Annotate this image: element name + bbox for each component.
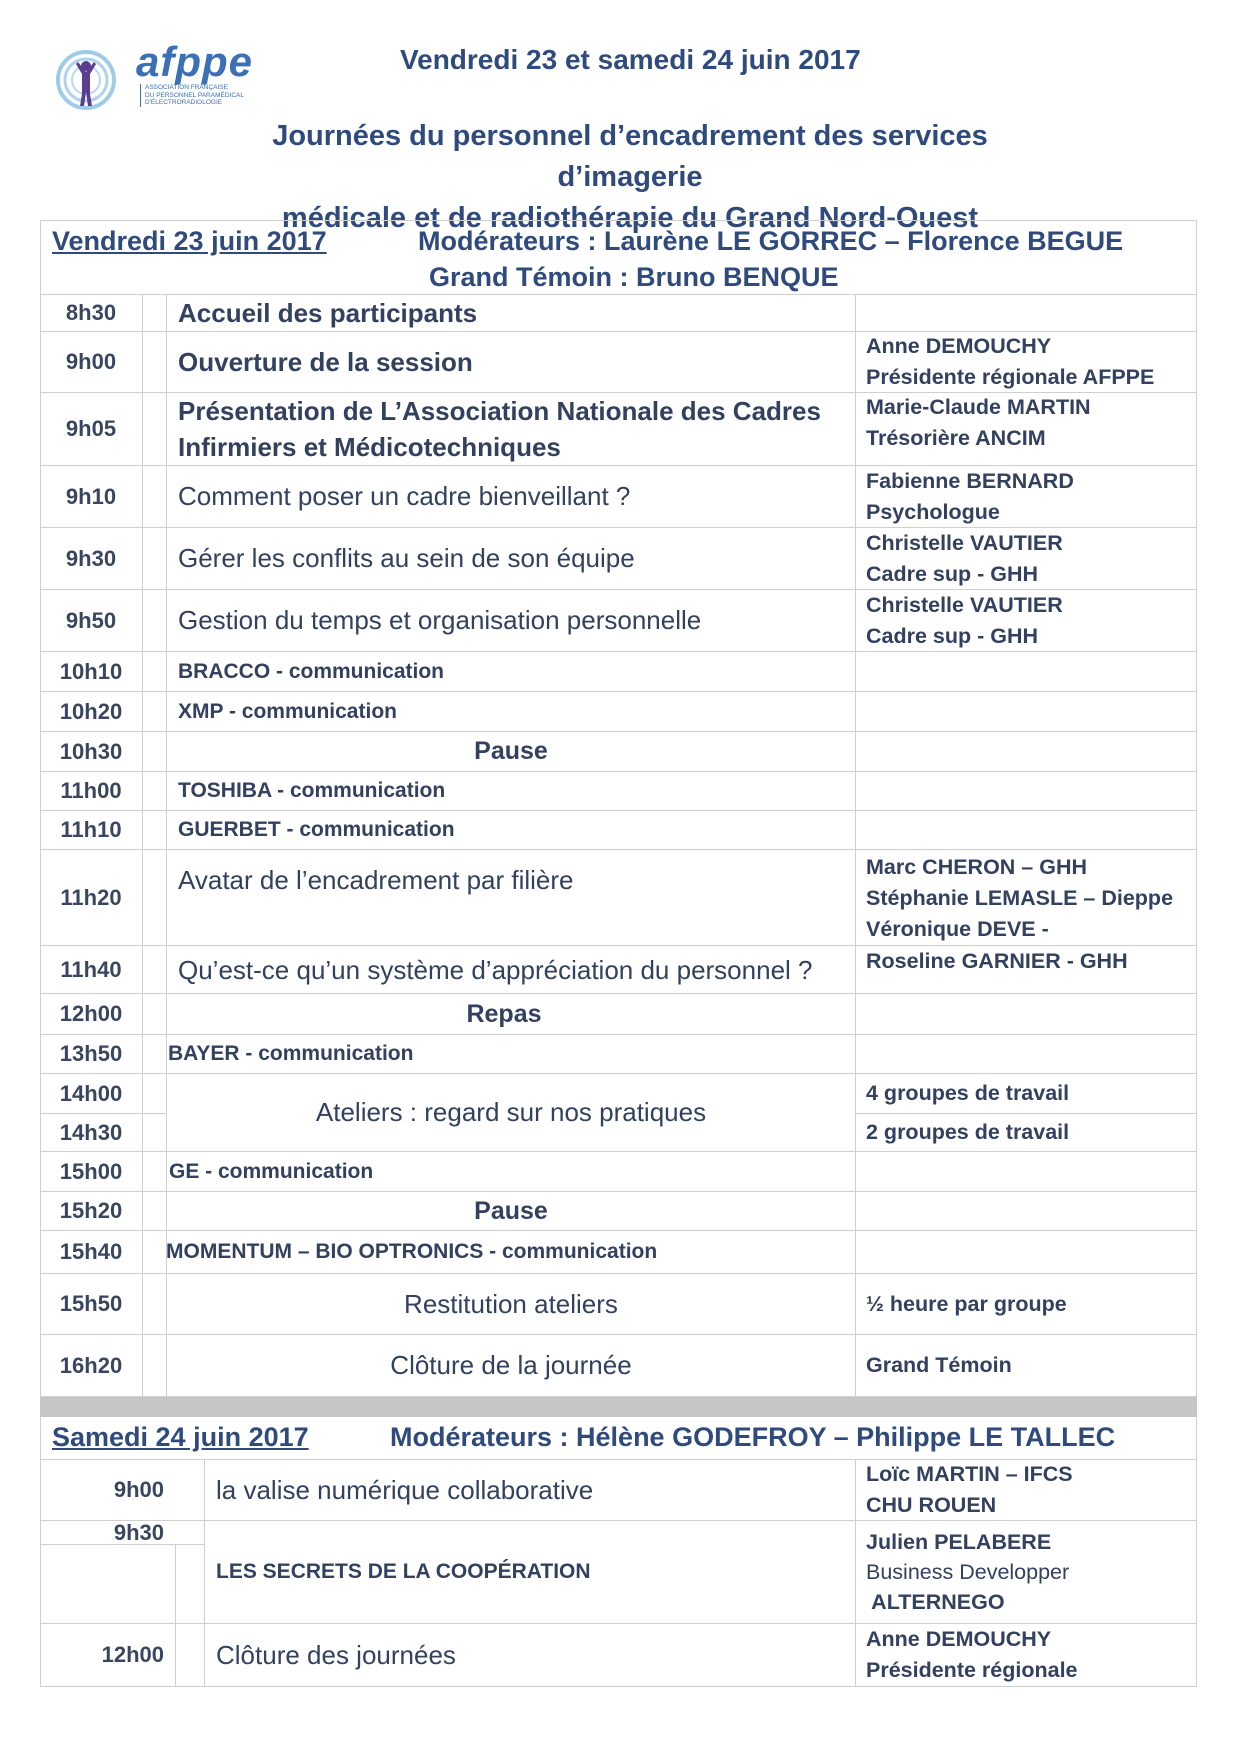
speaker-name: Roseline GARNIER - GHH xyxy=(866,949,1128,973)
speaker-role: Présidente régionale xyxy=(866,1658,1078,1682)
speaker-name: Julien PELABERE xyxy=(866,1530,1052,1554)
time-cell: 9h05 xyxy=(65,416,117,441)
time-cell: 15h40 xyxy=(59,1239,123,1264)
time-cell: 11h40 xyxy=(60,956,122,982)
logo-subtitle: ASSOCIATION FRANÇAISE DU PERSONNEL PARAMÉDICAL D'ÉLECTRORADIOLOGIE xyxy=(140,84,244,107)
time-cell: 9h30 xyxy=(65,545,117,571)
logo-emblem-icon xyxy=(56,44,120,120)
topic-cell: Comment poser un cadre bienveillant ? xyxy=(178,481,631,511)
speaker-name: Anne DEMOUCHY xyxy=(866,1627,1052,1651)
event-title-line1: Journées du personnel d’encadrement des services d’imagerie xyxy=(272,120,988,193)
col-divider xyxy=(142,294,143,1396)
topic-cell: la valise numérique collaborative xyxy=(216,1474,594,1505)
speaker-cell xyxy=(866,332,1196,392)
speaker-name: Véronique DEVE - xyxy=(866,917,1049,941)
workgroup-count: 2 groupes de travail xyxy=(866,1120,1070,1144)
topic-cell: Pause xyxy=(474,737,548,765)
topic-cell: GUERBET - communication xyxy=(178,818,455,841)
time-cell: 11h20 xyxy=(60,884,122,910)
topic-cell: Restitution ateliers xyxy=(404,1288,618,1319)
time-cell: 11h10 xyxy=(60,817,122,842)
topic-cell: Qu’est-ce qu’un système d’appréciation du personnel ? xyxy=(178,954,813,985)
time-cell: 15h20 xyxy=(59,1198,123,1223)
time-cell: 13h50 xyxy=(59,1041,123,1066)
topic-cell: BAYER - communication xyxy=(168,1042,414,1065)
speaker-role: Business Developper xyxy=(866,1560,1070,1584)
event-dates: Vendredi 23 et samedi 24 juin 2017 xyxy=(400,44,861,75)
speaker-name: Anne DEMOUCHY xyxy=(866,334,1052,358)
topic-cell: Avatar de l’encadrement par filière xyxy=(178,864,574,895)
time-cell: 8h30 xyxy=(65,300,117,325)
speaker-cell xyxy=(866,466,1196,527)
speaker-role: Psychologue xyxy=(866,499,1000,524)
speaker-name: Fabienne BERNARD xyxy=(866,468,1074,493)
topic-line: Infirmiers et Médicotechniques xyxy=(178,432,561,462)
time-cell: 10h30 xyxy=(59,738,123,764)
topic-cell: Gestion du temps et organisation personnelle xyxy=(178,605,702,635)
row-divider xyxy=(40,849,1197,850)
topic-cell: GE - communication xyxy=(169,1159,374,1183)
friday-grand-witness: Grand Témoin : Bruno BENQUE xyxy=(429,262,839,292)
speaker-cell xyxy=(866,1460,1196,1520)
col-divider xyxy=(855,1459,856,1686)
topic-cell: Repas xyxy=(466,999,542,1028)
col-divider xyxy=(175,1544,176,1623)
topic-cell: Clôture de la journée xyxy=(390,1350,632,1380)
speaker-company: ALTERNEGO xyxy=(866,1590,1005,1614)
col-divider xyxy=(855,294,856,1396)
time-cell: 15h00 xyxy=(59,1158,123,1184)
speaker-note: Grand Témoin xyxy=(866,1353,1012,1377)
speaker-name: Christelle VAUTIER xyxy=(866,530,1063,555)
speaker-role: Présidente régionale AFPPE xyxy=(866,365,1155,389)
topic-cell: Accueil des participants xyxy=(178,297,478,328)
col-divider xyxy=(175,1623,176,1686)
friday-moderators: Modérateurs : Laurène LE GORREC – Florence BEGUE xyxy=(418,226,1124,256)
saturday-day-label: Samedi 24 juin 2017 xyxy=(52,1422,309,1452)
speaker-role: Trésorière ANCIM xyxy=(866,426,1046,450)
time-cell: 9h50 xyxy=(65,607,117,633)
time-cell: 9h00 xyxy=(65,349,117,374)
speaker-cell xyxy=(866,1074,1196,1113)
speaker-role: Cadre sup - GHH xyxy=(866,623,1039,648)
time-cell: 9h00 xyxy=(113,1477,164,1502)
speaker-role: Cadre sup - GHH xyxy=(866,561,1039,586)
time-cell: 12h00 xyxy=(101,1642,164,1667)
logo-wordmark: afppe xyxy=(136,38,254,85)
speaker-name: Christelle VAUTIER xyxy=(866,592,1063,617)
speaker-cell xyxy=(866,393,1196,453)
speaker-name: Marc CHERON – GHH xyxy=(866,855,1088,879)
time-cell: 12h00 xyxy=(59,1001,123,1026)
time-cell: 11h00 xyxy=(60,778,122,803)
topic-cell: Clôture des journées xyxy=(216,1639,456,1670)
speaker-cell xyxy=(866,1114,1196,1151)
topic-cell: Ouverture de la session xyxy=(178,346,473,377)
topic-cell: LES SECRETS DE LA COOPÉRATION xyxy=(216,1560,591,1583)
speaker-cell xyxy=(866,528,1196,589)
speaker-role: CHU ROUEN xyxy=(866,1493,997,1517)
topic-cell: Pause xyxy=(474,1196,548,1225)
speaker-cell xyxy=(866,946,1196,974)
topic-cell: TOSHIBA - communication xyxy=(178,779,446,802)
event-title-line2: médicale et de radiothérapie du Grand Nord-Ouest xyxy=(281,202,979,234)
topic-line: Présentation de L’Association Nationale des Cadres xyxy=(178,396,821,426)
topic-cell xyxy=(178,393,848,465)
workgroup-count: 4 groupes de travail xyxy=(866,1081,1070,1105)
topic-cell: Gérer les conflits au sein de son équipe xyxy=(178,543,635,573)
saturday-moderators: Modérateurs : Hélène GODEFROY – Philippe LE TALLEC xyxy=(390,1422,1116,1452)
topic-cell: Ateliers : regard sur nos pratiques xyxy=(315,1097,707,1127)
speaker-note: ½ heure par groupe xyxy=(866,1291,1067,1316)
speaker-name: Loïc MARTIN – IFCS xyxy=(866,1462,1073,1486)
topic-cell: BRACCO - communication xyxy=(178,659,445,683)
speaker-cell xyxy=(866,1521,1196,1623)
speaker-name: Marie-Claude MARTIN xyxy=(866,395,1091,419)
speaker-cell xyxy=(866,1624,1196,1686)
time-cell: 15h50 xyxy=(59,1291,123,1316)
speaker-cell xyxy=(866,1274,1196,1334)
time-cell: 14h00 xyxy=(59,1080,123,1106)
day-separator xyxy=(40,1397,1197,1417)
time-cell: 9h10 xyxy=(65,483,117,509)
time-cell: 9h30 xyxy=(113,1519,164,1545)
col-divider xyxy=(204,1459,205,1686)
time-cell: 14h30 xyxy=(59,1119,123,1145)
time-cell: 16h20 xyxy=(59,1352,123,1378)
topic-cell: MOMENTUM – BIO OPTRONICS - communication xyxy=(166,1240,658,1263)
afppe-logo xyxy=(56,38,256,120)
topic-cell: XMP - communication xyxy=(178,699,397,723)
time-cell: 10h10 xyxy=(59,658,123,684)
friday-day-label: Vendredi 23 juin 2017 xyxy=(52,226,327,256)
speaker-cell xyxy=(866,852,1196,945)
speaker-cell xyxy=(866,1335,1196,1396)
time-cell: 10h20 xyxy=(59,698,123,724)
speaker-name: Stéphanie LEMASLE – Dieppe xyxy=(866,886,1174,910)
speaker-cell xyxy=(866,590,1196,651)
